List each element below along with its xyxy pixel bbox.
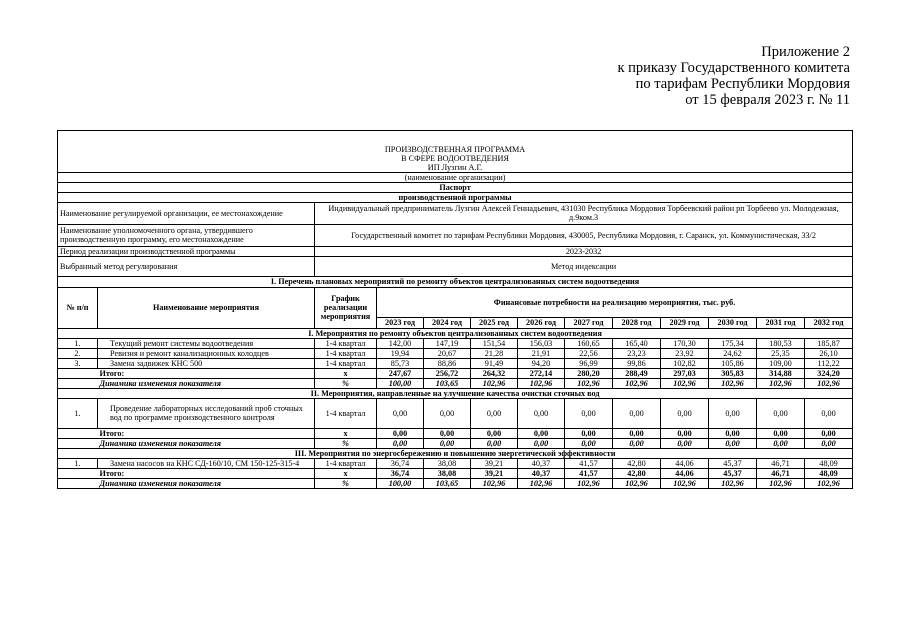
value-cell: 147,19 (424, 338, 471, 348)
value-cell: 23,23 (613, 348, 661, 358)
value-cell: 42,80 (613, 468, 661, 478)
year-header: 2029 год (661, 317, 709, 328)
total-row (58, 428, 853, 438)
value-cell: 102,96 (805, 478, 853, 488)
value-cell: 165,40 (613, 338, 661, 348)
total-row (58, 468, 853, 478)
passport-row (58, 224, 853, 246)
program-title: ПРОИЗВОДСТВЕННАЯ ПРОГРАММА (58, 145, 853, 154)
value-cell: 0,00 (805, 428, 853, 438)
value-cell: 0,00 (661, 428, 709, 438)
value-cell: 0,00 (757, 428, 805, 438)
year-header: 2031 год (757, 317, 805, 328)
year-header: 2030 год (709, 317, 757, 328)
row-number: 3. (58, 358, 98, 368)
value-cell: 20,67 (424, 348, 471, 358)
value-cell: 0,00 (377, 428, 424, 438)
passport-label: Выбранный метод регулирования (58, 256, 315, 276)
activity-name: Текущий ремонт системы водоотведения (98, 338, 315, 348)
value-cell: 102,96 (709, 478, 757, 488)
value-cell: 0,00 (661, 438, 709, 448)
value-cell: 102,96 (565, 478, 613, 488)
activity-schedule: 1-4 квартал (315, 348, 377, 358)
total-label: Итого: (98, 428, 315, 438)
value-cell: 36,74 (377, 468, 424, 478)
value-cell: 0,00 (709, 398, 757, 428)
value-cell: 103,65 (424, 378, 471, 388)
group-title: II. Мероприятия, направленные на улучшение качества очистки сточных вод (58, 388, 853, 398)
value-cell: 40,37 (518, 468, 565, 478)
value-cell: 22,56 (565, 348, 613, 358)
value-cell: 0,00 (471, 398, 518, 428)
value-cell: 0,00 (518, 398, 565, 428)
value-cell: 0,00 (709, 438, 757, 448)
value-cell: 256,72 (424, 368, 471, 378)
passport-label: Наименование регулируемой организации, ее местонахождение (58, 202, 315, 224)
value-cell: 26,10 (805, 348, 853, 358)
value-cell: 45,37 (709, 458, 757, 468)
table-row (58, 358, 853, 368)
value-cell: 105,86 (709, 358, 757, 368)
row-number: 2. (58, 348, 98, 358)
table-cell (58, 368, 98, 378)
passport-label: Наименование уполномоченного органа, утвердившего производственную программу, его местонахождение (58, 224, 315, 246)
year-header: 2025 год (471, 317, 518, 328)
value-cell: 0,00 (377, 438, 424, 448)
unit-cell: % (315, 438, 377, 448)
program-sphere: В СФЕРЕ ВОДООТВЕДЕНИЯ (58, 154, 853, 163)
passport-subtitle: производственной программы (58, 192, 853, 202)
value-cell: 102,96 (661, 378, 709, 388)
production-program-table (57, 130, 853, 489)
value-cell: 19,94 (377, 348, 424, 358)
group-title-row (58, 448, 853, 458)
value-cell: 102,96 (709, 378, 757, 388)
value-cell: 45,37 (709, 468, 757, 478)
value-cell: 42,80 (613, 458, 661, 468)
value-cell: 38,08 (424, 458, 471, 468)
appendix-header (617, 44, 850, 108)
value-cell: 41,57 (565, 458, 613, 468)
activity-schedule: 1-4 квартал (315, 398, 377, 428)
year-header: 2026 год (518, 317, 565, 328)
total-label: Итого: (98, 368, 315, 378)
unit-cell: х (315, 368, 377, 378)
activity-name: Замена задвижек КНС 500 (98, 358, 315, 368)
value-cell: 91,49 (471, 358, 518, 368)
value-cell: 102,96 (757, 378, 805, 388)
value-cell: 102,96 (471, 378, 518, 388)
value-cell: 96,99 (565, 358, 613, 368)
value-cell: 142,00 (377, 338, 424, 348)
value-cell: 0,00 (613, 398, 661, 428)
dynamics-row (58, 438, 853, 448)
value-cell: 156,03 (518, 338, 565, 348)
value-cell: 0,00 (518, 438, 565, 448)
value-cell: 0,00 (805, 438, 853, 448)
group-title: I. Мероприятия по ремонту объектов централизованных систем водоотведения (58, 328, 853, 338)
value-cell: 0,00 (471, 438, 518, 448)
value-cell: 39,21 (471, 458, 518, 468)
value-cell: 280,20 (565, 368, 613, 378)
year-header: 2028 год (613, 317, 661, 328)
column-header-finance: Финансовые потребности на реализацию мероприятия, тыс. руб. (377, 287, 853, 317)
value-cell: 0,00 (613, 438, 661, 448)
value-cell: 102,96 (518, 378, 565, 388)
value-cell: 100,00 (377, 478, 424, 488)
value-cell: 102,82 (661, 358, 709, 368)
organization-name: ИП Лузгин А.Г. (58, 163, 853, 173)
section-title-row (58, 276, 853, 287)
dynamics-label: Динамика изменения показателя (98, 478, 315, 488)
value-cell: 185,87 (805, 338, 853, 348)
value-cell: 272,14 (518, 368, 565, 378)
value-cell: 102,96 (613, 478, 661, 488)
value-cell: 48,09 (805, 468, 853, 478)
value-cell: 103,65 (424, 478, 471, 488)
dynamics-row (58, 378, 853, 388)
activity-schedule: 1-4 квартал (315, 338, 377, 348)
value-cell: 24,62 (709, 348, 757, 358)
value-cell: 160,65 (565, 338, 613, 348)
value-cell: 314,88 (757, 368, 805, 378)
passport-row (58, 246, 853, 256)
value-cell: 46,71 (757, 468, 805, 478)
value-cell: 112,22 (805, 358, 853, 368)
group-title-row (58, 388, 853, 398)
value-cell: 102,96 (565, 378, 613, 388)
unit-cell: х (315, 468, 377, 478)
value-cell: 40,37 (518, 458, 565, 468)
column-header-num: № п/п (58, 287, 98, 328)
year-header: 2027 год (565, 317, 613, 328)
value-cell: 23,92 (661, 348, 709, 358)
activity-schedule: 1-4 квартал (315, 458, 377, 468)
value-cell: 264,32 (471, 368, 518, 378)
value-cell: 41,57 (565, 468, 613, 478)
value-cell: 0,00 (613, 428, 661, 438)
row-number: 1. (58, 338, 98, 348)
passport-value: 2023-2032 (315, 246, 853, 256)
value-cell: 305,83 (709, 368, 757, 378)
passport-title: Паспорт (58, 182, 853, 192)
value-cell: 48,09 (805, 458, 853, 468)
dynamics-row (58, 478, 853, 488)
unit-cell: % (315, 478, 377, 488)
activity-name: Проведение лабораторных исследований проб сточных вод по программе производственного контроля (98, 398, 315, 428)
value-cell: 180,53 (757, 338, 805, 348)
table-row (58, 458, 853, 468)
value-cell: 0,00 (424, 398, 471, 428)
value-cell: 109,00 (757, 358, 805, 368)
table-row (58, 348, 853, 358)
value-cell: 36,74 (377, 458, 424, 468)
value-cell: 324,20 (805, 368, 853, 378)
value-cell: 46,71 (757, 458, 805, 468)
value-cell: 44,06 (661, 458, 709, 468)
value-cell: 0,00 (709, 428, 757, 438)
value-cell: 151,54 (471, 338, 518, 348)
unit-cell: х (315, 428, 377, 438)
value-cell: 102,96 (805, 378, 853, 388)
row-number: 1. (58, 398, 98, 428)
value-cell: 94,20 (518, 358, 565, 368)
value-cell: 39,21 (471, 468, 518, 478)
value-cell: 85,73 (377, 358, 424, 368)
passport-value: Метод индексации (315, 256, 853, 276)
value-cell: 175,34 (709, 338, 757, 348)
value-cell: 0,00 (471, 428, 518, 438)
unit-cell: % (315, 378, 377, 388)
passport-value: Индивидуальный предприниматель Лузгин Алексей Геннадьевич, 431030 Республика Мордовия Торбеевский район рп Торбеево ул. Молодежная, д.9ком.3 (315, 202, 853, 224)
value-cell: 0,00 (757, 398, 805, 428)
passport-value: Государственный комитет по тарифам Республики Мордовия, 430005, Республика Мордовия, г. Саранск, ул. Коммунистическая, 33/2 (315, 224, 853, 246)
passport-row (58, 202, 853, 224)
organization-caption: (наименование организации) (58, 172, 853, 182)
value-cell: 99,86 (613, 358, 661, 368)
value-cell: 0,00 (565, 398, 613, 428)
table-row (58, 398, 853, 428)
group-title: III. Мероприятия по энергосбережению и повышению энергетической эффективности (58, 448, 853, 458)
table-cell (58, 438, 98, 448)
activity-name: Ревизия и ремонт канализационных колодцев (98, 348, 315, 358)
table-row (58, 338, 853, 348)
value-cell: 0,00 (424, 428, 471, 438)
appendix-line-3: по тарифам Республики Мордовия (635, 76, 850, 92)
table-cell (58, 468, 98, 478)
dynamics-label: Динамика изменения показателя (98, 378, 315, 388)
value-cell: 0,00 (518, 428, 565, 438)
value-cell: 247,67 (377, 368, 424, 378)
column-header-row (58, 287, 853, 317)
value-cell: 0,00 (805, 398, 853, 428)
value-cell: 0,00 (377, 398, 424, 428)
value-cell: 0,00 (565, 428, 613, 438)
activity-name: Замена насосов на КНС СД-160/10, СМ 150-125-315-4 (98, 458, 315, 468)
total-label: Итого: (98, 468, 315, 478)
group-title-row (58, 328, 853, 338)
section-title: I. Перечень плановых мероприятий по ремонту объектов централизованных систем водоотведения (58, 276, 853, 287)
table-cell (58, 378, 98, 388)
year-header: 2024 год (424, 317, 471, 328)
value-cell: 0,00 (661, 398, 709, 428)
total-row (58, 368, 853, 378)
appendix-line-1: Приложение 2 (761, 44, 850, 60)
value-cell: 102,96 (757, 478, 805, 488)
value-cell: 88,86 (424, 358, 471, 368)
value-cell: 100,00 (377, 378, 424, 388)
value-cell: 102,96 (613, 378, 661, 388)
year-header: 2023 год (377, 317, 424, 328)
appendix-line-2: к приказу Государственного комитета (617, 60, 850, 76)
value-cell: 297,03 (661, 368, 709, 378)
value-cell: 288,49 (613, 368, 661, 378)
value-cell: 102,96 (471, 478, 518, 488)
value-cell: 21,28 (471, 348, 518, 358)
value-cell: 0,00 (424, 438, 471, 448)
table-cell (58, 478, 98, 488)
passport-label: Период реализации производственной программы (58, 246, 315, 256)
dynamics-label: Динамика изменения показателя (98, 438, 315, 448)
appendix-line-4: от 15 февраля 2023 г. № 11 (685, 92, 850, 108)
column-header-schedule: График реализации мероприятия (315, 287, 377, 328)
value-cell: 38,08 (424, 468, 471, 478)
value-cell: 0,00 (565, 438, 613, 448)
table-cell (58, 428, 98, 438)
value-cell: 44,06 (661, 468, 709, 478)
activity-schedule: 1-4 квартал (315, 358, 377, 368)
value-cell: 0,00 (757, 438, 805, 448)
value-cell: 170,30 (661, 338, 709, 348)
value-cell: 102,96 (661, 478, 709, 488)
value-cell: 21,91 (518, 348, 565, 358)
year-header: 2032 год (805, 317, 853, 328)
value-cell: 25,35 (757, 348, 805, 358)
passport-row (58, 256, 853, 276)
column-header-name: Наименование мероприятия (98, 287, 315, 328)
value-cell: 102,96 (518, 478, 565, 488)
row-number: 1. (58, 458, 98, 468)
